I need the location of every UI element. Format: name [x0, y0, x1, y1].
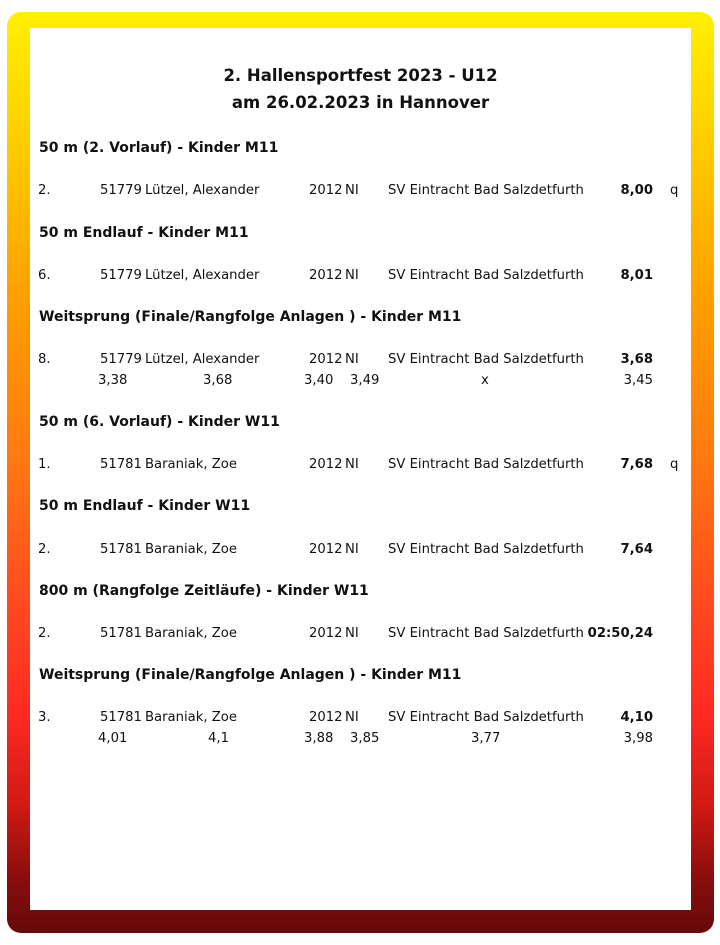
- birth-year: 2012: [309, 626, 343, 641]
- event-heading: 50 m Endlauf - Kinder M11: [39, 225, 249, 241]
- club: SV Eintracht Bad Salzdetfurth: [388, 183, 584, 198]
- performance: 4,10: [620, 710, 653, 725]
- attempt-4: 3,49: [350, 373, 380, 388]
- birth-year: 2012: [309, 183, 343, 198]
- athlete-name: Baraniak, Zoe: [145, 626, 237, 641]
- performance: 02:50,24: [587, 626, 653, 641]
- event-heading: Weitsprung (Finale/Rangfolge Anlagen ) - Kinder M11: [39, 309, 462, 325]
- bib-number: 51779: [100, 268, 142, 283]
- performance: 3,68: [620, 352, 653, 367]
- club: SV Eintracht Bad Salzdetfurth: [388, 352, 584, 367]
- page-title: 2. Hallensportfest 2023 - U12: [223, 66, 498, 85]
- region: NI: [345, 710, 359, 725]
- bib-number: 51781: [100, 457, 142, 472]
- bib-number: 51779: [100, 183, 142, 198]
- attempt-1: 4,01: [98, 731, 128, 746]
- region: NI: [345, 626, 359, 641]
- region: NI: [345, 542, 359, 557]
- bib-number: 51781: [100, 710, 142, 725]
- club: SV Eintracht Bad Salzdetfurth: [388, 542, 584, 557]
- birth-year: 2012: [309, 710, 343, 725]
- club: SV Eintracht Bad Salzdetfurth: [388, 626, 584, 641]
- attempt-6: 3,45: [623, 373, 653, 388]
- club: SV Eintracht Bad Salzdetfurth: [388, 710, 584, 725]
- attempt-4: 3,85: [350, 731, 380, 746]
- place: 8.: [38, 352, 51, 367]
- performance: 8,01: [620, 268, 653, 283]
- qualified-flag: q: [670, 183, 679, 198]
- performance: 7,64: [620, 542, 653, 557]
- qualified-flag: q: [670, 457, 679, 472]
- region: NI: [345, 183, 359, 198]
- athlete-name: Baraniak, Zoe: [145, 457, 237, 472]
- attempt-5: 3,77: [471, 731, 501, 746]
- place: 2.: [38, 183, 51, 198]
- attempt-1: 3,38: [98, 373, 128, 388]
- results-sheet: [30, 28, 691, 910]
- place: 3.: [38, 710, 51, 725]
- region: NI: [345, 352, 359, 367]
- attempt-6: 3,98: [623, 731, 653, 746]
- bib-number: 51781: [100, 626, 142, 641]
- performance: 7,68: [620, 457, 653, 472]
- region: NI: [345, 457, 359, 472]
- attempt-3: 3,40: [304, 373, 334, 388]
- bib-number: 51779: [100, 352, 142, 367]
- athlete-name: Lützel, Alexander: [145, 352, 260, 367]
- birth-year: 2012: [309, 542, 343, 557]
- place: 6.: [38, 268, 51, 283]
- athlete-name: Baraniak, Zoe: [145, 542, 237, 557]
- page-subtitle: am 26.02.2023 in Hannover: [231, 93, 490, 112]
- club: SV Eintracht Bad Salzdetfurth: [388, 268, 584, 283]
- place: 2.: [38, 626, 51, 641]
- event-heading: Weitsprung (Finale/Rangfolge Anlagen ) - Kinder M11: [39, 667, 462, 683]
- birth-year: 2012: [309, 457, 343, 472]
- event-heading: 800 m (Rangfolge Zeitläufe) - Kinder W11: [39, 583, 369, 599]
- performance: 8,00: [620, 183, 653, 198]
- athlete-name: Baraniak, Zoe: [145, 710, 237, 725]
- attempt-5: x: [481, 373, 489, 388]
- attempt-2: 3,68: [203, 373, 233, 388]
- attempt-2: 4,1: [208, 731, 229, 746]
- attempt-3: 3,88: [304, 731, 334, 746]
- event-heading: 50 m Endlauf - Kinder W11: [39, 498, 251, 514]
- event-heading: 50 m (2. Vorlauf) - Kinder M11: [39, 140, 279, 156]
- bib-number: 51781: [100, 542, 142, 557]
- athlete-name: Lützel, Alexander: [145, 268, 260, 283]
- region: NI: [345, 268, 359, 283]
- birth-year: 2012: [309, 352, 343, 367]
- event-heading: 50 m (6. Vorlauf) - Kinder W11: [39, 414, 280, 430]
- athlete-name: Lützel, Alexander: [145, 183, 260, 198]
- place: 2.: [38, 542, 51, 557]
- birth-year: 2012: [309, 268, 343, 283]
- club: SV Eintracht Bad Salzdetfurth: [388, 457, 584, 472]
- place: 1.: [38, 457, 51, 472]
